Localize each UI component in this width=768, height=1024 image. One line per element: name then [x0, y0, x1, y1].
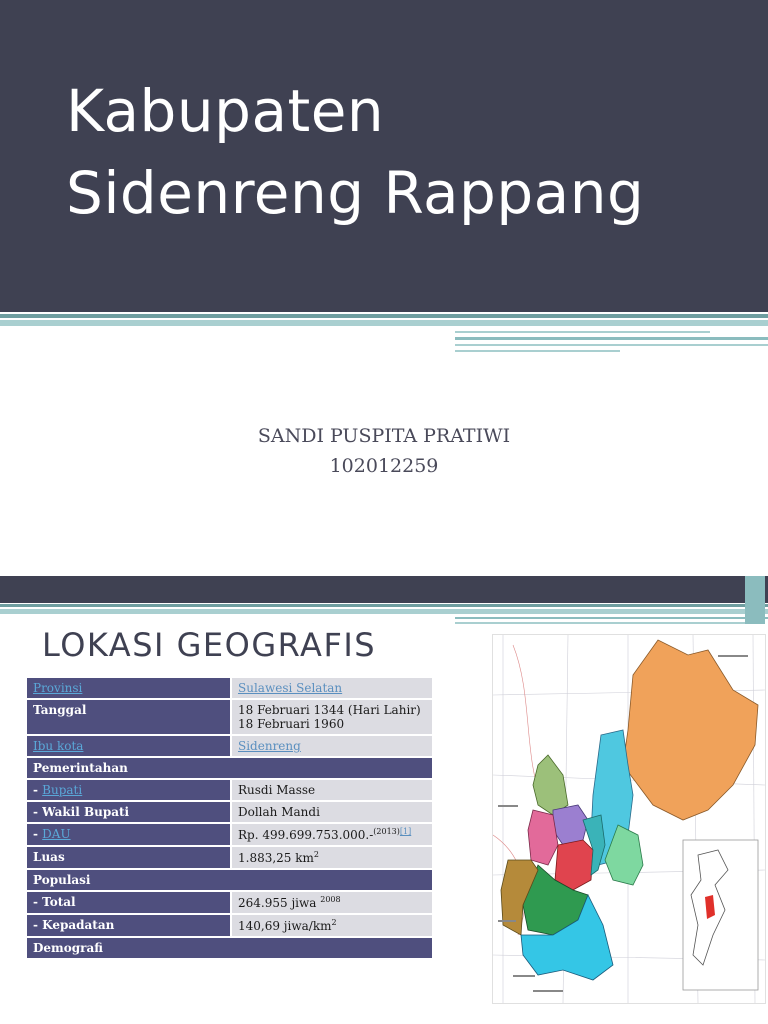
table-row: [27, 678, 432, 698]
table-value-cell: Dollah Mandi: [230, 802, 432, 822]
decor-stripe: [455, 350, 620, 352]
table-row: [27, 938, 432, 958]
table-row: [27, 847, 432, 868]
decor-stripe: [455, 331, 710, 333]
decor-stripe: [0, 314, 768, 318]
decor-stripe: [0, 320, 768, 326]
table-section-header: Pemerintahan: [27, 758, 432, 778]
geography-header-band: [0, 576, 768, 603]
table-value-cell: 1.883,25 $km^2$: [230, 847, 432, 868]
table-value-superscript: 2008: [320, 895, 341, 904]
student-id: 102012259: [329, 455, 439, 477]
decor-stripe: [455, 617, 768, 619]
table-key-cell: [27, 678, 230, 698]
table-key-link[interactable]: DAU: [42, 827, 71, 841]
slide-title: [66, 70, 644, 234]
table-value-cell: 140,69 jiwa/$km^2$: [230, 915, 432, 936]
table-value-cell: Rp. 499.699.753.000.-$^{(2013)[1]}$: [230, 824, 432, 845]
author-name: SANDI PUSPITA PRATIWI: [257, 425, 511, 447]
table-key-cell: Tanggal: [27, 700, 230, 734]
slide-title-line-2: Sidenreng Rappang: [66, 159, 645, 227]
table-row: [27, 824, 432, 845]
table-row: [27, 780, 432, 800]
region-info-table: [27, 676, 432, 960]
table-section-header: Populasi: [27, 870, 432, 890]
decor-stripe: [0, 604, 768, 607]
table-value-superscript: (2013): [373, 827, 400, 836]
decor-stripe: [455, 344, 768, 346]
slide-title-line-1: Kabupaten: [66, 77, 385, 145]
regency-map: [492, 634, 766, 1004]
table-row: [27, 915, 432, 936]
table-key-cell: - Total: [27, 892, 230, 913]
table-row: [27, 892, 432, 913]
table-value-cell: [230, 736, 432, 756]
table-section-header: Demografi: [27, 938, 432, 958]
table-row: [27, 802, 432, 822]
table-row: [27, 700, 432, 734]
table-value-cell: [230, 678, 432, 698]
decor-stripe: [455, 622, 755, 624]
map-region-olive: [533, 755, 568, 815]
table-key-link[interactable]: Bupati: [42, 783, 83, 797]
table-row: [27, 758, 432, 778]
map-region-red: [555, 840, 593, 890]
geography-slide: [0, 576, 768, 1024]
map-region-orange: [623, 640, 758, 820]
table-value-link[interactable]: Sidenreng: [238, 739, 301, 753]
map-region-purple: [553, 805, 588, 845]
table-row: [27, 736, 432, 756]
table-key-link[interactable]: Provinsi: [33, 681, 83, 695]
table-row: [27, 870, 432, 890]
decor-stripe: [455, 337, 768, 340]
table-reference-link[interactable]: [1]: [399, 827, 412, 836]
table-value-superscript: 2: [331, 918, 337, 927]
map-region-pink: [528, 810, 558, 865]
table-value-link[interactable]: Sulawesi Selatan: [238, 681, 343, 695]
table-value-superscript: 2: [313, 850, 319, 859]
table-key-cell: - DAU: [27, 824, 230, 845]
table-key-link[interactable]: Ibu kota: [33, 739, 84, 753]
table-value-cell: 18 Februari 1344 (Hari Lahir) 18 Februari 1960: [230, 700, 432, 734]
decor-stripe: [745, 576, 765, 624]
table-key-cell: - Kepadatan: [27, 915, 230, 936]
table-key-cell: [27, 736, 230, 756]
table-value-cell: 264.955 jiwa $^{2008}$: [230, 892, 432, 913]
table-key-cell: - Bupati: [27, 780, 230, 800]
decor-stripe: [0, 609, 768, 614]
regency-map-svg: [493, 635, 765, 1003]
table-key-cell: - Wakil Bupati: [27, 802, 230, 822]
table-key-cell: Luas: [27, 847, 230, 868]
table-value-cell: Rusdi Masse: [230, 780, 432, 800]
section-title: LOKASI GEOGRAFIS: [42, 626, 377, 664]
